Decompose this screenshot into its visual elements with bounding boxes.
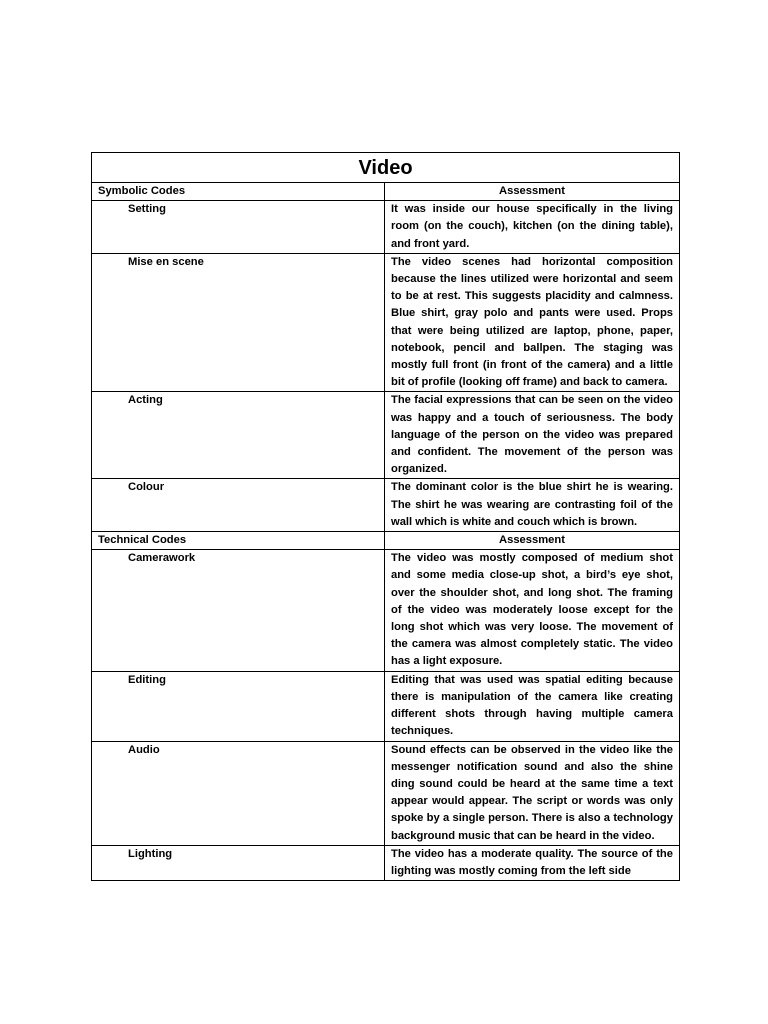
row-text-mise-en-scene: The video scenes had horizontal composition because the lines utilized were horizontal and seem to be at rest. This suggests placidity and calmness. Blue shirt, gray polo and pants were used. Props that were being utilized are laptop, phone, paper, notebook, pencil and ballpen. The staging was mostly full front (in front of the camera) and a little bit of profile (looking off frame) and back to camera.: [385, 253, 680, 392]
table-title: Video: [92, 153, 680, 183]
row-label-colour: Colour: [92, 479, 385, 532]
technical-codes-heading: Technical Codes: [92, 532, 385, 550]
row-text-audio: Sound effects can be observed in the video like the messenger notification sound and also the shine ding sound could be heard at the same time a text appear would appear. The script or words was only spoke by a single person. There is also a technology background music that can be heard in the video.: [385, 741, 680, 845]
row-label-camerawork: Camerawork: [92, 550, 385, 671]
row-label-lighting: Lighting: [92, 845, 385, 880]
table-row: [92, 550, 680, 671]
row-label-audio: Audio: [92, 741, 385, 845]
row-text-lighting: The video has a moderate quality. The source of the lighting was mostly coming from the left side: [385, 845, 680, 880]
symbolic-codes-heading: Symbolic Codes: [92, 183, 385, 201]
table-row: [92, 392, 680, 479]
assessment-heading: Assessment: [385, 532, 680, 550]
row-label-mise-en-scene: Mise en scene: [92, 253, 385, 392]
assessment-table: [91, 152, 680, 881]
row-label-setting: Setting: [92, 201, 385, 254]
row-label-editing: Editing: [92, 671, 385, 741]
symbolic-header-row: [92, 183, 680, 201]
row-text-colour: The dominant color is the blue shirt he is wearing. The shirt he was wearing are contrasting foil of the wall which is white and couch which is brown.: [385, 479, 680, 532]
row-text-acting: The facial expressions that can be seen on the video was happy and a touch of seriousness. The body language of the person on the video was prepared and confident. The movement of the person was organized.: [385, 392, 680, 479]
assessment-heading: Assessment: [385, 183, 680, 201]
table-row: [92, 671, 680, 741]
row-label-acting: Acting: [92, 392, 385, 479]
table-row: [92, 845, 680, 880]
table-row: [92, 201, 680, 254]
title-row: [92, 153, 680, 183]
technical-header-row: [92, 532, 680, 550]
table-row: [92, 741, 680, 845]
row-text-editing: Editing that was used was spatial editing because there is manipulation of the camera like creating different shots through having multiple camera techniques.: [385, 671, 680, 741]
row-text-camerawork: The video was mostly composed of medium shot and some media close-up shot, a bird’s eye shot, over the shoulder shot, and long shot. The framing of the video was moderately loose except for the long shot which was very loose. The movement of the camera was almost completely static. The video has a light exposure.: [385, 550, 680, 671]
table-row: [92, 479, 680, 532]
table-row: [92, 253, 680, 392]
row-text-setting: It was inside our house specifically in the living room (on the couch), kitchen (on the dining table), and front yard.: [385, 201, 680, 254]
